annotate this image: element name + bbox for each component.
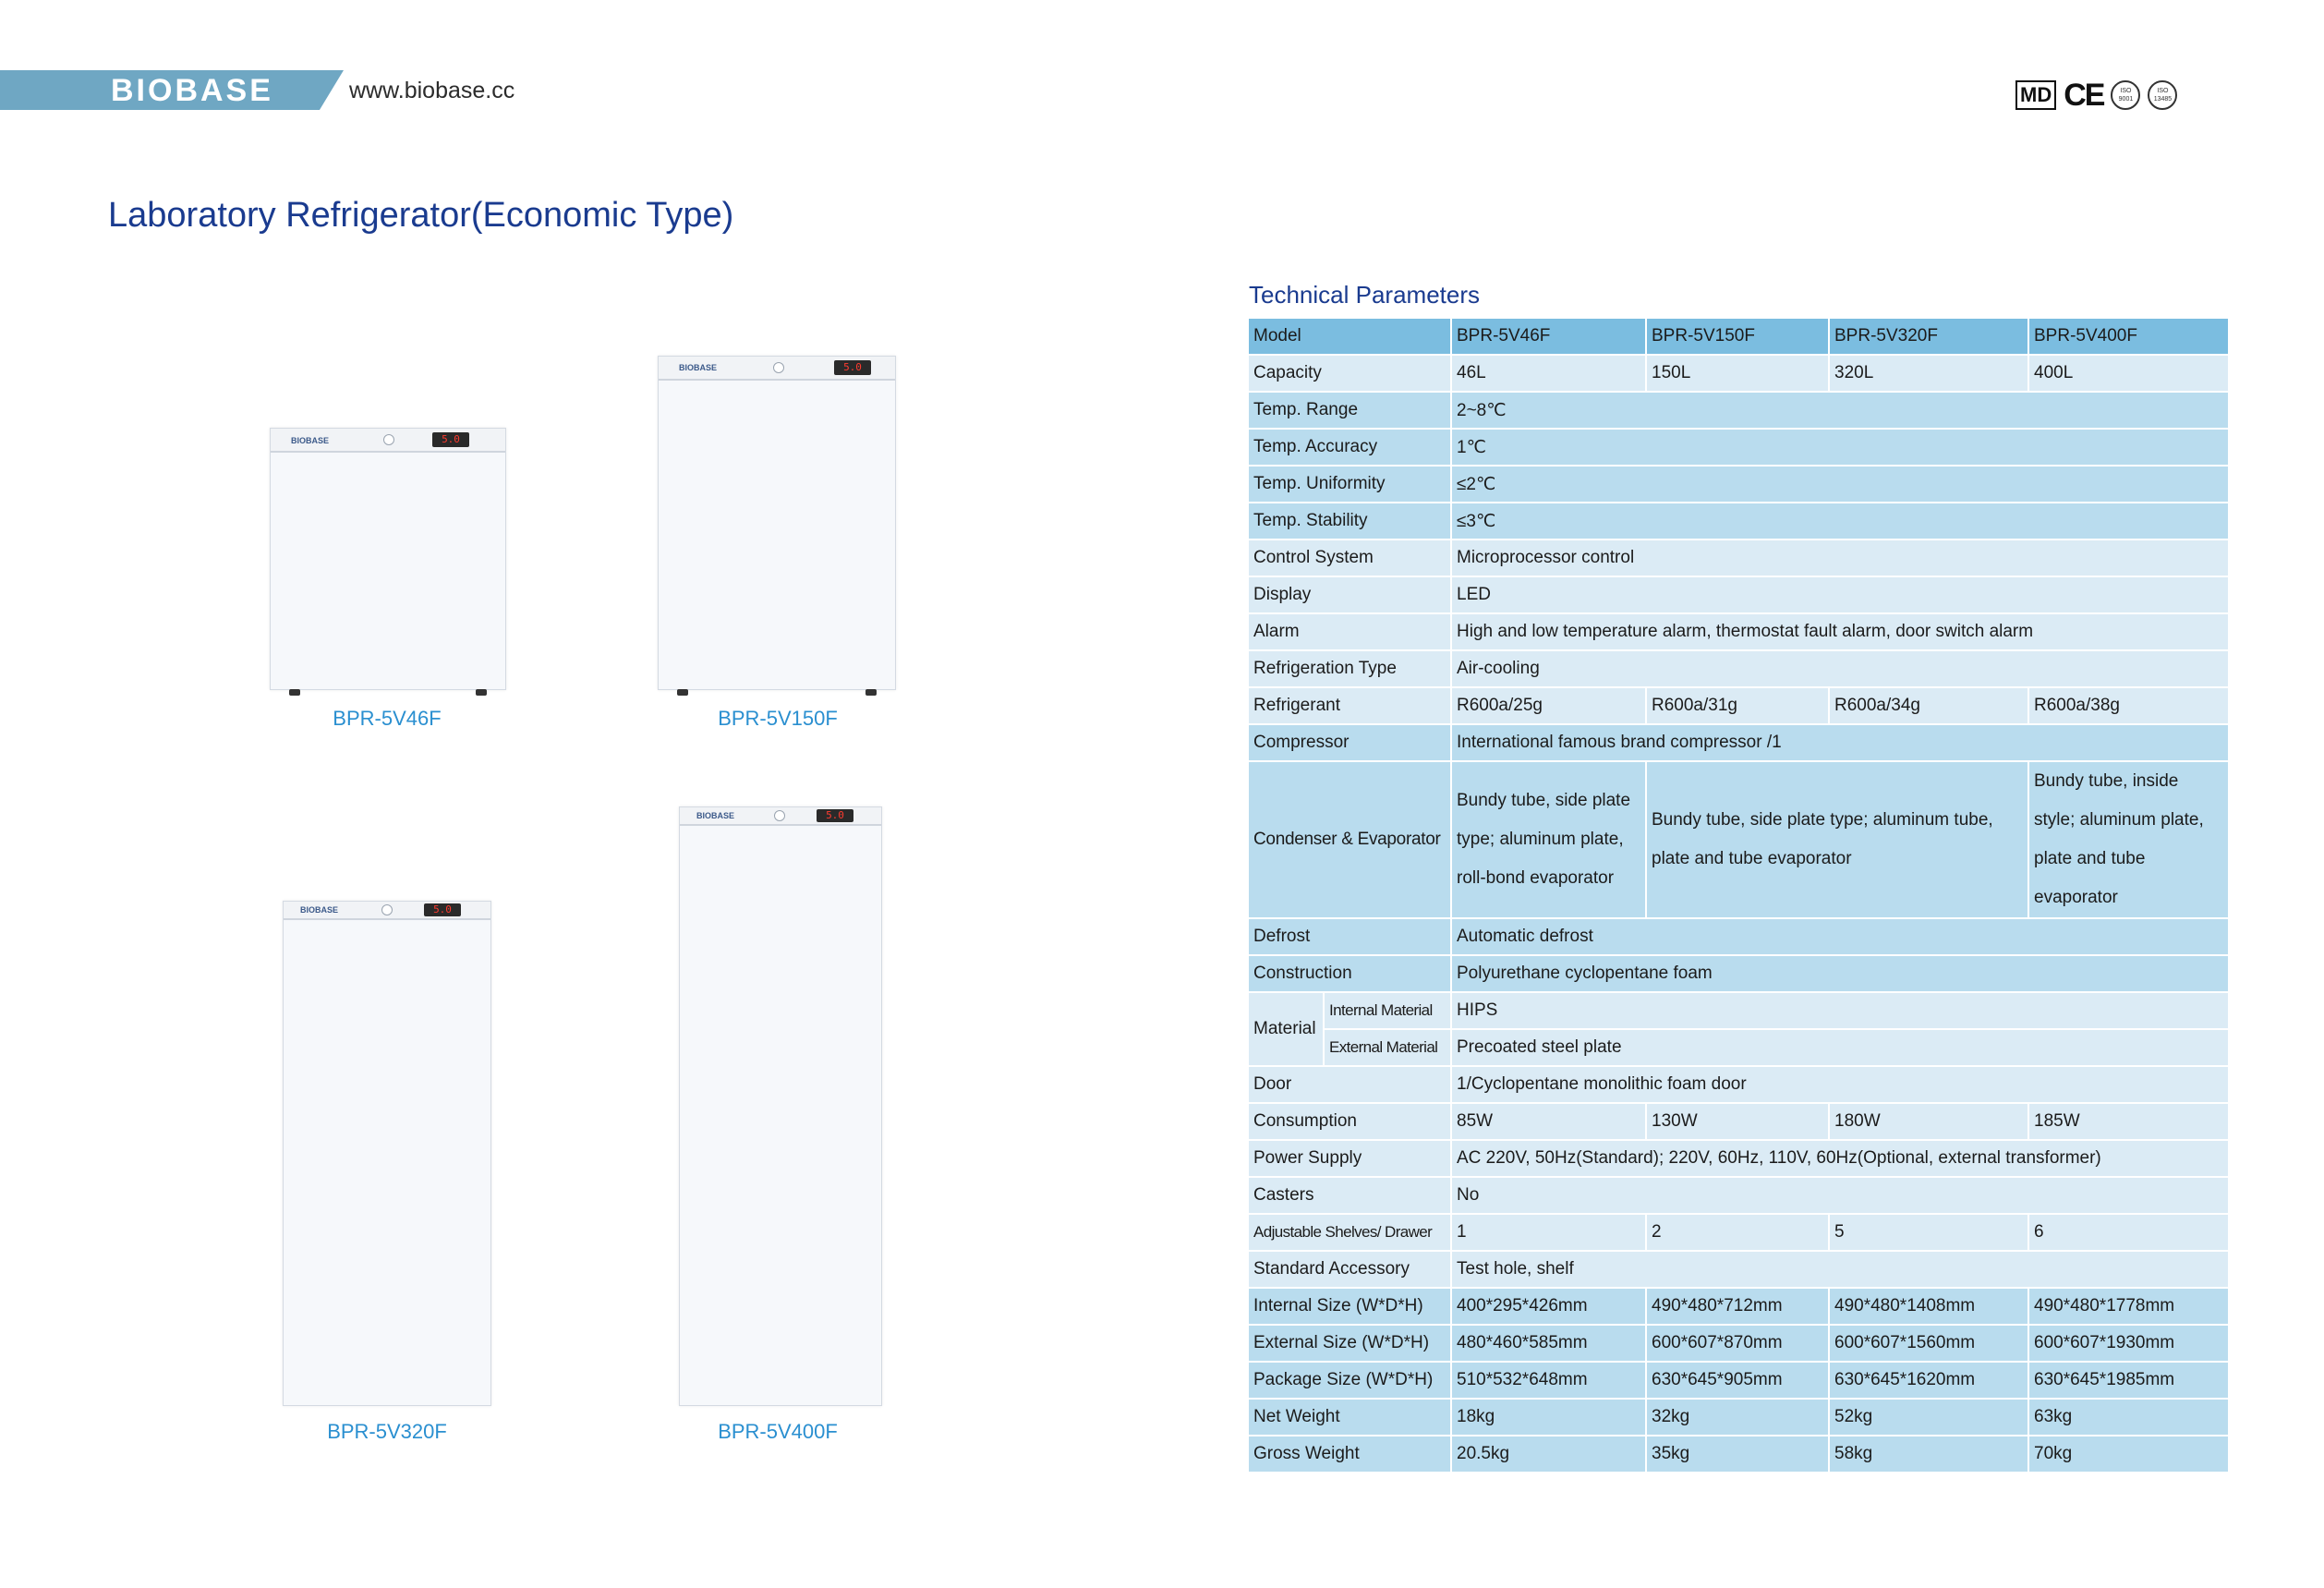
fridge-foot-icon [865, 689, 877, 696]
fridge-temp-display: 5.0 [817, 809, 853, 822]
table-row-internal-size [1249, 1289, 2228, 1324]
table-row-control-system [1249, 540, 2228, 576]
table-cell: 5 [1830, 1215, 2027, 1250]
table-cell: 2~8℃ [1452, 393, 2228, 428]
table-row-refrigerant [1249, 688, 2228, 723]
row-label: Condenser & Evaporator [1249, 762, 1450, 917]
table-cell: 70kg [2029, 1436, 2228, 1472]
table-cell: R600a/38g [2029, 688, 2228, 723]
sub-row-label: Internal Material [1325, 993, 1450, 1028]
row-label: External Size (W*D*H) [1249, 1326, 1450, 1361]
table-row-condenser [1249, 762, 2228, 917]
table-cell: 320L [1830, 356, 2027, 391]
row-label: Control System [1249, 540, 1450, 576]
table-cell: 85W [1452, 1104, 1645, 1139]
table-cell: Bundy tube, side plate type; aluminum plate, roll-bond evaporator [1452, 762, 1645, 917]
table-cell: BPR-5V320F [1830, 319, 2027, 354]
fridge-temp-display: 5.0 [432, 432, 469, 447]
table-row-refrigeration-type [1249, 651, 2228, 686]
table-row-display [1249, 577, 2228, 612]
table-cell: BPR-5V150F [1647, 319, 1828, 354]
technical-parameters-table [1247, 317, 2230, 1473]
fridge-foot-icon [289, 689, 300, 696]
table-cell: Test hole, shelf [1452, 1252, 2228, 1287]
table-cell: LED [1452, 577, 2228, 612]
table-cell: Automatic defrost [1452, 919, 2228, 954]
table-cell: Bundy tube, inside style; aluminum plate, plate and tube evaporator [2029, 762, 2228, 917]
table-cell: ≤3℃ [1452, 503, 2228, 539]
table-cell: 630*645*1985mm [2029, 1363, 2228, 1398]
row-label: Compressor [1249, 725, 1450, 760]
brand-logo: BIOBASE [111, 73, 273, 108]
row-label: Material [1249, 993, 1323, 1065]
row-label: Display [1249, 577, 1450, 612]
table-cell: 630*645*1620mm [1830, 1363, 2027, 1398]
table-cell: R600a/34g [1830, 688, 2027, 723]
table-cell: R600a/25g [1452, 688, 1645, 723]
table-row-net-weight [1249, 1400, 2228, 1435]
fridge-knob-icon [773, 362, 784, 373]
fridge-control-panel [680, 807, 881, 826]
table-cell: 510*532*648mm [1452, 1363, 1645, 1398]
table-row-model [1249, 319, 2228, 354]
row-label: Capacity [1249, 356, 1450, 391]
table-row-temp-accuracy [1249, 430, 2228, 465]
table-cell: ≤2℃ [1452, 467, 2228, 502]
row-label: Door [1249, 1067, 1450, 1102]
table-cell: BPR-5V46F [1452, 319, 1645, 354]
table-cell: 52kg [1830, 1400, 2027, 1435]
row-label: Defrost [1249, 919, 1450, 954]
row-label: Internal Size (W*D*H) [1249, 1289, 1450, 1324]
table-cell: 490*480*1408mm [1830, 1289, 2027, 1324]
fridge-image-5v400f [679, 806, 882, 1406]
table-cell: 63kg [2029, 1400, 2228, 1435]
table-cell: 1 [1452, 1215, 1645, 1250]
table-cell: 6 [2029, 1215, 2228, 1250]
fridge-label-5v400f: BPR-5V400F [718, 1420, 838, 1443]
table-cell: 18kg [1452, 1400, 1645, 1435]
table-cell: 630*645*905mm [1647, 1363, 1828, 1398]
fridge-label-5v46f: BPR-5V46F [333, 707, 442, 730]
fridge-control-panel [284, 902, 490, 920]
fridge-knob-icon [774, 810, 785, 821]
table-cell: 480*460*585mm [1452, 1326, 1645, 1361]
table-row-material-external [1249, 1030, 2228, 1065]
table-cell: Precoated steel plate [1452, 1030, 2228, 1065]
fridge-temp-display: 5.0 [424, 903, 461, 916]
table-cell: 490*480*1778mm [2029, 1289, 2228, 1324]
certification-marks [2015, 78, 2177, 113]
row-label: Consumption [1249, 1104, 1450, 1139]
fridge-foot-icon [476, 689, 487, 696]
fridge-brand-logo: BIOBASE [679, 363, 718, 372]
table-row-gross-weight [1249, 1436, 2228, 1472]
table-cell: Bundy tube, side plate type; aluminum tube, plate and tube evaporator [1647, 762, 2027, 917]
fridge-image-5v150f [658, 356, 896, 690]
table-row-defrost [1249, 919, 2228, 954]
section-title: Technical Parameters [1249, 281, 1480, 309]
row-label: Temp. Accuracy [1249, 430, 1450, 465]
fridge-label-5v320f: BPR-5V320F [327, 1420, 447, 1443]
table-cell: R600a/31g [1647, 688, 1828, 723]
table-cell: 35kg [1647, 1436, 1828, 1472]
table-cell: 2 [1647, 1215, 1828, 1250]
table-cell: 150L [1647, 356, 1828, 391]
fridge-knob-icon [383, 434, 394, 445]
fridge-image-5v46f [270, 428, 506, 690]
table-cell: 20.5kg [1452, 1436, 1645, 1472]
table-cell: 600*607*1560mm [1830, 1326, 2027, 1361]
table-row-shelves [1249, 1215, 2228, 1250]
table-cell: 400L [2029, 356, 2228, 391]
table-cell: 1/Cyclopentane monolithic foam door [1452, 1067, 2228, 1102]
row-label: Refrigerant [1249, 688, 1450, 723]
website-link[interactable]: www.biobase.cc [349, 78, 515, 103]
fridge-knob-icon [381, 904, 393, 915]
table-cell: AC 220V, 50Hz(Standard); 220V, 60Hz, 110V, 60Hz(Optional, external transformer) [1452, 1141, 2228, 1176]
row-label: Adjustable Shelves/ Drawer [1249, 1215, 1450, 1250]
table-cell: 600*607*870mm [1647, 1326, 1828, 1361]
table-row-temp-stability [1249, 503, 2228, 539]
fridge-brand-logo: BIOBASE [696, 811, 735, 820]
table-cell: 180W [1830, 1104, 2027, 1139]
table-row-construction [1249, 956, 2228, 991]
iso-13485-icon: ISO 13485 [2148, 80, 2177, 110]
fridge-brand-logo: BIOBASE [291, 436, 330, 445]
table-cell: 46L [1452, 356, 1645, 391]
table-row-temp-range [1249, 393, 2228, 428]
row-label: Casters [1249, 1178, 1450, 1213]
table-row-power-supply [1249, 1141, 2228, 1176]
fridge-image-5v320f [283, 901, 491, 1406]
fridge-brand-logo: BIOBASE [300, 905, 339, 915]
fridge-label-5v150f: BPR-5V150F [718, 707, 838, 730]
table-cell: Air-cooling [1452, 651, 2228, 686]
table-row-consumption [1249, 1104, 2228, 1139]
table-cell: 32kg [1647, 1400, 1828, 1435]
table-row-external-size [1249, 1326, 2228, 1361]
table-cell: HIPS [1452, 993, 2228, 1028]
iso-9001-icon: ISO 9001 [2111, 80, 2140, 110]
row-label: Model [1249, 319, 1450, 354]
table-cell: International famous brand compressor /1 [1452, 725, 2228, 760]
row-label: Alarm [1249, 614, 1450, 649]
table-cell: 130W [1647, 1104, 1828, 1139]
sub-row-label: External Material [1325, 1030, 1450, 1065]
row-label: Gross Weight [1249, 1436, 1450, 1472]
table-row-compressor [1249, 725, 2228, 760]
table-cell: Polyurethane cyclopentane foam [1452, 956, 2228, 991]
table-cell: 600*607*1930mm [2029, 1326, 2228, 1361]
table-row-temp-uniformity [1249, 467, 2228, 502]
row-label: Net Weight [1249, 1400, 1450, 1435]
table-cell: 400*295*426mm [1452, 1289, 1645, 1324]
table-cell: No [1452, 1178, 2228, 1213]
row-label: Temp. Uniformity [1249, 467, 1450, 502]
table-cell: 58kg [1830, 1436, 2027, 1472]
row-label: Temp. Range [1249, 393, 1450, 428]
ce-mark-icon: CE [2064, 77, 2104, 113]
fridge-foot-icon [677, 689, 688, 696]
table-row-package-size [1249, 1363, 2228, 1398]
row-label: Package Size (W*D*H) [1249, 1363, 1450, 1398]
page-title: Laboratory Refrigerator(Economic Type) [108, 196, 734, 235]
row-label: Refrigeration Type [1249, 651, 1450, 686]
row-label: Temp. Stability [1249, 503, 1450, 539]
md-mark-icon: MD [2015, 80, 2056, 110]
table-row-accessory [1249, 1252, 2228, 1287]
fridge-control-panel [659, 357, 895, 381]
fridge-control-panel [271, 429, 505, 453]
table-cell: 1℃ [1452, 430, 2228, 465]
fridge-temp-display: 5.0 [834, 360, 871, 375]
table-row-material-internal [1249, 993, 2228, 1028]
table-cell: BPR-5V400F [2029, 319, 2228, 354]
table-cell: 185W [2029, 1104, 2228, 1139]
row-label: Standard Accessory [1249, 1252, 1450, 1287]
table-cell: 490*480*712mm [1647, 1289, 1828, 1324]
row-label: Power Supply [1249, 1141, 1450, 1176]
table-row-alarm [1249, 614, 2228, 649]
row-label: Construction [1249, 956, 1450, 991]
table-row-casters [1249, 1178, 2228, 1213]
table-cell: High and low temperature alarm, thermostat fault alarm, door switch alarm [1452, 614, 2228, 649]
table-cell: Microprocessor control [1452, 540, 2228, 576]
table-row-door [1249, 1067, 2228, 1102]
table-row-capacity [1249, 356, 2228, 391]
